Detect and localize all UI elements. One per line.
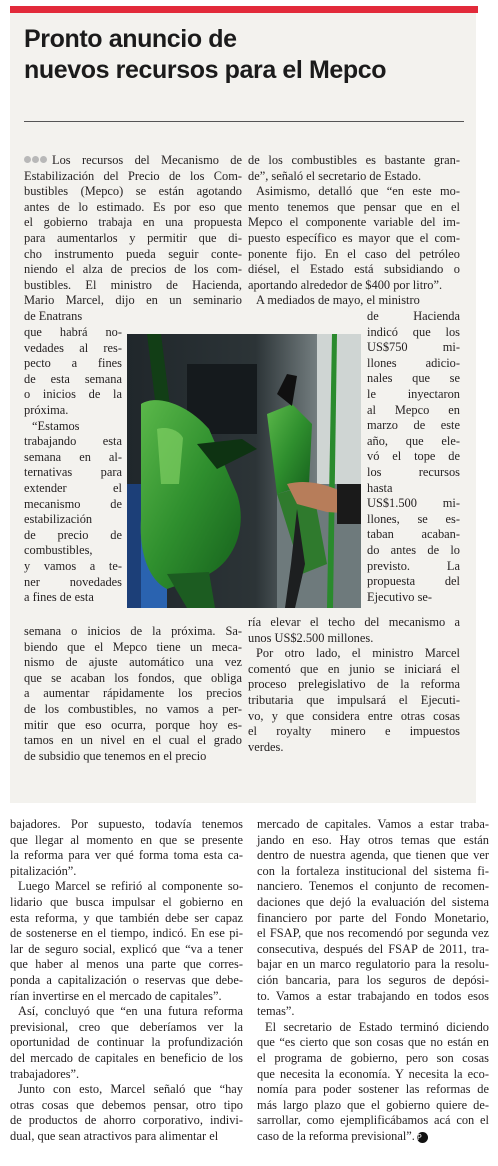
text-line: Mepco el componente variable del im- [248, 215, 460, 230]
text-line: A mediados de mayo, el ministro [256, 293, 420, 308]
text-line: de los combustibles, no vamos a per- [24, 701, 242, 716]
text-line: tributaria que impulsará el Ejecuti- [248, 692, 460, 707]
text-line: que habrá no- [24, 325, 122, 339]
text-line: el FSAP, que nos recomendó por segunda vez [257, 926, 489, 941]
headline [24, 24, 464, 86]
text-line: proceso prelegislativo de la reforma [248, 677, 460, 692]
text-line: mento tenemos que pensar que en el [248, 199, 460, 214]
text-line: la reforma para ver qué forma toma esta ca- [10, 848, 243, 863]
text-line: pecto a fines [24, 356, 122, 371]
text-line: daciones que dejó la evaluación del sistema [257, 894, 489, 909]
text-line: que haber al menos una parte que corres- [10, 957, 243, 972]
text-line: nanciero. Tenemos el conjunto de recomen- [257, 879, 489, 894]
text-line: de Enatrans [24, 308, 83, 323]
text-line: año, que ele- [367, 433, 460, 448]
text-line: extender el [24, 480, 122, 495]
text-line: dentro de nuestra agenda, que tienen que ver [257, 848, 489, 863]
text-line: niendo el alza de precios de los com- [24, 262, 242, 277]
text-line: de subsidio que tenemos en el precio [24, 748, 207, 763]
text-line: otras cosas que debemos pensar, otro tipo [10, 1097, 243, 1112]
fuel-pump-photo [127, 334, 361, 608]
text-line: “Estamos [32, 418, 80, 433]
text-line: ner novedades [24, 574, 122, 589]
text-line: bustibles. El ministro de Hacienda, [24, 277, 242, 292]
text-line: consecutiva, después del FSAP de 2011, tra- [257, 941, 489, 956]
text-line: trabajando esta [24, 434, 122, 449]
text-line: to. Vamos a estar trabajando en todos esos [257, 988, 489, 1003]
text-line: vó el tope de [367, 449, 460, 464]
text-line: US$750 mi- [367, 340, 460, 355]
accent-bar [10, 6, 478, 13]
text-line: a aumentar rápidamente los precios [24, 686, 242, 701]
lower-column-1 [10, 817, 243, 1144]
divider [24, 121, 464, 122]
box-column-1-top [24, 153, 242, 325]
text-line: unos US$2.500 millones. [248, 630, 374, 645]
text-line: Mario Marcel, dijo en un seminario [24, 293, 242, 308]
text-line: Junto con esto, Marcel señaló que “hay [18, 1082, 243, 1097]
text-line: nomía para poder sostener las reformas de [257, 1082, 489, 1097]
text-line: ción bancaria, para los seguros de depósi- [257, 972, 489, 987]
text-line: del mercado de capitales en beneficio de los [10, 1050, 243, 1065]
text-line: bajadores. Por supuesto, todavía tenemos [10, 817, 243, 831]
box-column-2-top [248, 153, 460, 309]
text-line: Los recursos del Mecanismo de [24, 153, 242, 169]
text-line: lar de seguro social, explicó que “va a tener [10, 941, 243, 956]
text-line: cho instrumento pueda seguir conte- [24, 246, 242, 261]
text-line: semana o inicios de la próxima. Sa- [24, 624, 242, 638]
text-line: Así, concluyó que “en una futura reforma [18, 1004, 243, 1019]
text-line: tamos en un nivel en el cual el grado [24, 733, 242, 748]
text-line: do antes de lo [367, 542, 460, 557]
text-line: Luego Marcel se refirió al componente so- [18, 879, 243, 894]
text-line: de”, señaló el secretario de Estado. [248, 168, 422, 183]
text-line: de los combustibles es bastante gran- [248, 153, 460, 167]
text-line: de esta semana [24, 371, 122, 386]
text-line: verdes. [248, 739, 284, 754]
text-line: al Mepco en [367, 402, 460, 417]
text-line: de productos de ahorro corporativo, indivi- [10, 1113, 243, 1128]
text-line: hasta [367, 480, 393, 495]
text-line: bustibles (Mepco) se están agotando [24, 184, 242, 199]
text-line: taban acaban- [367, 527, 460, 542]
text-line: con la fortaleza institucional del sistema fi- [257, 863, 489, 878]
text-line: nismo de ajuste automático una vez [24, 655, 242, 670]
text-line: rían invertirse en el mercado de capitales”. [10, 988, 222, 1003]
text-line: marzo de este [367, 418, 460, 433]
text-line: ponente fijo. En el caso del petróleo [248, 246, 460, 261]
text-line: biendo que el Mepco tiene un meca- [24, 639, 242, 654]
text-line: próxima. [24, 402, 69, 417]
text-line: propuesta del [367, 574, 460, 589]
text-line: de sostenerse en el tiempo, indicó. En ese pi- [10, 926, 243, 941]
text-line: que “es cierto que son cosas que no están en [257, 1035, 489, 1050]
text-line: vedades al res- [24, 340, 122, 355]
text-line: previsto. La [367, 558, 460, 573]
lower-column-2 [257, 817, 489, 1144]
text-line: Estabilización del Precio de los Com- [24, 168, 242, 183]
text-line: Ejecutivo se- [367, 589, 433, 604]
text-line: para aumentarlos y permitir que di- [24, 230, 242, 245]
text-line: semana en al- [24, 449, 122, 464]
box-column-1-narrow [24, 325, 122, 606]
text-line: más largo plazo que el gobierno quiere de- [257, 1097, 489, 1112]
text-line: previsional, creo que deberíamos ver la [10, 1019, 243, 1034]
text-line: ternativas para [24, 465, 122, 480]
box-column-1-bottom [24, 624, 242, 764]
text-line: financiero por parte del Fondo Monetario, [257, 910, 489, 925]
text-line: mercado de capitales. Vamos a estar traba- [257, 817, 489, 831]
text-line: ponda a capitalización o reservas que debe- [10, 972, 243, 987]
text-line: indicó que los [367, 324, 460, 339]
text-line: llones adicio- [367, 355, 460, 370]
text-line: a fines de esta [24, 590, 94, 605]
text-line: oportunidad de continuar la profundización [10, 1035, 243, 1050]
text-line: ría elevar el techo del mecanismo a [248, 615, 460, 629]
text-line: trabajadores”. [10, 1066, 80, 1081]
text-line: pitalización”. [10, 863, 77, 878]
text-line: diésel, el Estado está subsidiando o [248, 262, 460, 277]
text-line: vo, y que considera entre otras cosas [248, 708, 460, 723]
text-line: nales que se [367, 371, 460, 386]
text-line: Por otro lado, el ministro Marcel [256, 646, 460, 661]
text-line: caso de la reforma previsional”. P [257, 1129, 489, 1145]
text-line: de precio de [24, 527, 122, 542]
text-line: el gobierno trabaja en una propuesta [24, 215, 242, 230]
text-line: lidario que busca impulsar el gobierno en [10, 894, 243, 909]
text-line: US$1.500 mi- [367, 496, 460, 511]
text-line: llones, se es- [367, 511, 460, 526]
text-line: puesto específico es mayor que el com- [248, 230, 460, 245]
text-line: bajar en un marco regulatorio para la resolu- [257, 957, 489, 972]
headline-line: Pronto anuncio de [24, 25, 237, 53]
text-line: mecanismo de [24, 496, 122, 511]
text-line: le inyectaron [367, 386, 460, 401]
text-line: esta reforma, y que también debe ser capaz [10, 910, 243, 925]
text-line: el royalty minero e impuestos [248, 724, 460, 739]
text-line: antes de lo estimado. Es por eso que [24, 199, 242, 214]
text-line: aportando alrededor de $400 por litro”. [248, 277, 443, 292]
text-line: dual, que sean atractivos para alimentar el [10, 1128, 219, 1143]
text-line: que llegar al momento en que se presente [10, 832, 243, 847]
text-line: los recursos [367, 464, 460, 479]
text-line: estabilización [24, 512, 93, 527]
text-line: que necesita la economía. Y necesita la eco- [257, 1066, 489, 1081]
text-line: Asimismo, detalló que “en este mo- [256, 184, 460, 199]
text-line: de Hacienda [367, 309, 460, 323]
text-line: comentó que en junio se iniciará el [248, 661, 460, 676]
text-line: combustibles, [24, 543, 93, 558]
headline-line: nuevos recursos para el Mepco [24, 56, 387, 84]
text-line: mitir que eso ocurra, porque hoy es- [24, 717, 242, 732]
text-line: o inicios de la [24, 387, 122, 402]
text-line: jando en eso. Hay otros temas que están [257, 832, 489, 847]
text-line: El secretario de Estado terminó diciendo [265, 1019, 489, 1034]
text-line: el programa de gobierno, pero son cosas [257, 1050, 489, 1065]
text-line: que se acaban los fondos, que obliga [24, 670, 242, 685]
text-line: y vamos a te- [24, 558, 122, 573]
text-line: sarrollar, como ejemplificábamos acá con el [257, 1113, 489, 1128]
box-column-2-narrow [367, 309, 460, 605]
box-column-2-bottom [248, 615, 460, 755]
lead-bullets-icon [24, 153, 48, 169]
end-mark-icon: P [417, 1132, 428, 1143]
text-line: temas”. [257, 1004, 295, 1019]
